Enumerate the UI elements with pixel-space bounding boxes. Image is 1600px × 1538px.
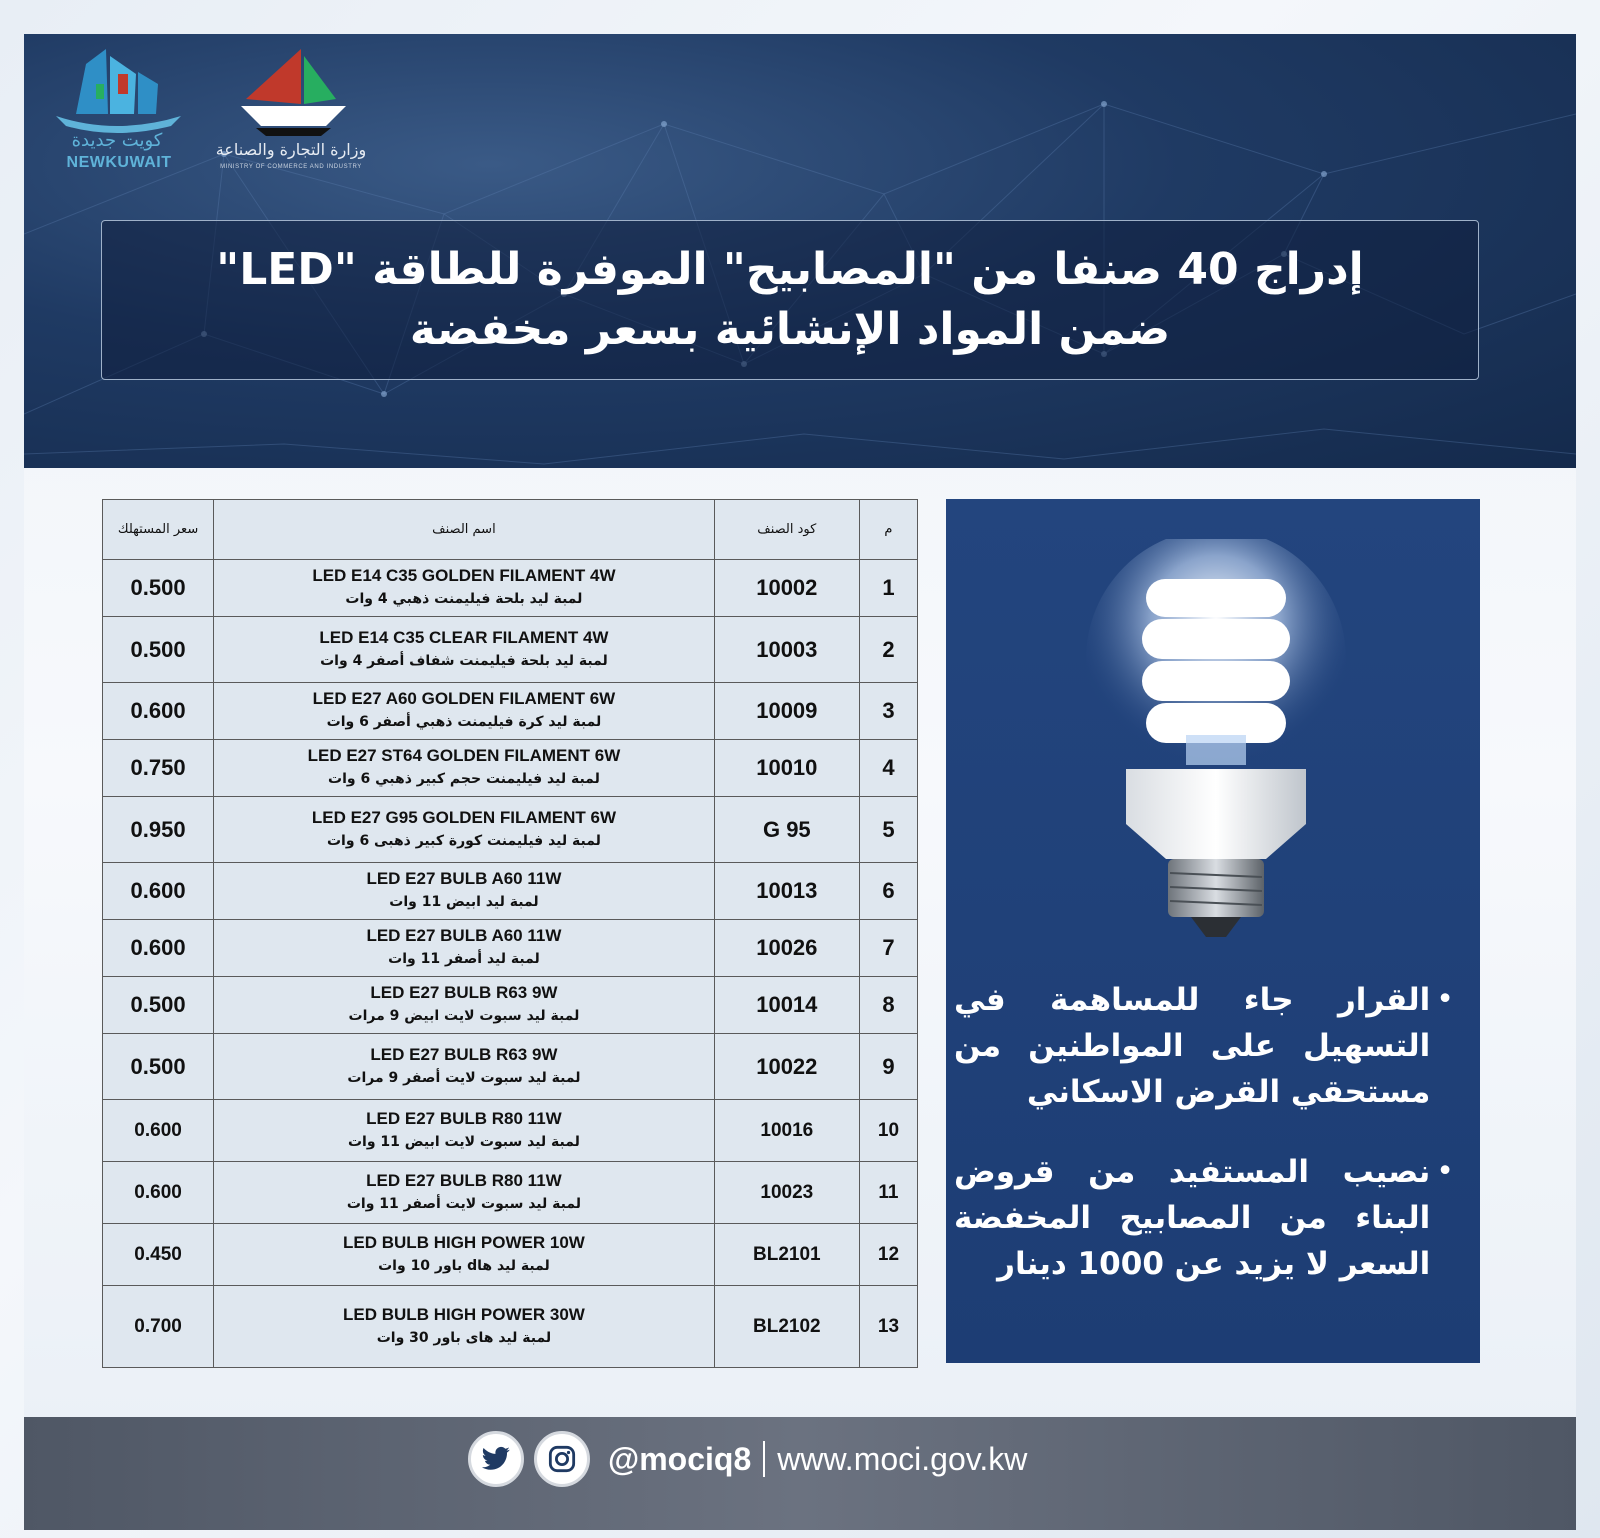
table-row bbox=[103, 1100, 918, 1162]
cell-num: 7 bbox=[859, 920, 917, 977]
cell-code: 10016 bbox=[714, 1100, 859, 1162]
dhow-sail-icon bbox=[46, 44, 186, 134]
item-name-arabic: لمبة ليد كرة فيليمنت ذهبي أصفر 6 وات bbox=[326, 714, 602, 730]
item-name-english: LED BULB HIGH POWER 30W bbox=[343, 1304, 585, 1324]
header-name: اسم الصنف bbox=[214, 500, 715, 560]
cell-num: 5 bbox=[859, 797, 917, 863]
cell-name bbox=[214, 977, 715, 1034]
item-name-arabic: لمبة ليد سبوت لايت ابيض 9 مرات bbox=[348, 1008, 580, 1024]
header-code: كود الصنف bbox=[714, 500, 859, 560]
item-name-english: LED E27 BULB A60 11W bbox=[366, 869, 562, 888]
cell-name bbox=[214, 617, 715, 683]
item-name-arabic: لمبة ليد سبوت لايت أصفر 11 وات bbox=[346, 1195, 581, 1212]
website-link[interactable]: www.moci.gov.kw bbox=[777, 1440, 1028, 1477]
ministry-english-text: MINISTRY OF COMMERCE AND INDUSTRY bbox=[220, 164, 362, 170]
item-name-english: LED E27 ST64 GOLDEN FILAMENT 6W bbox=[307, 746, 621, 765]
cell-name bbox=[214, 863, 715, 920]
cell-name bbox=[214, 560, 715, 617]
cell-name bbox=[214, 1286, 715, 1368]
item-name-arabic: لمبة ليد فيليمنت حجم كبير ذهبي 6 وات bbox=[328, 771, 600, 787]
cell-price: 0.700 bbox=[103, 1286, 214, 1368]
cell-num: 3 bbox=[859, 683, 917, 740]
ministry-arabic-text: وزارة التجارة والصناعة bbox=[215, 140, 367, 159]
headline-box bbox=[101, 220, 1479, 380]
item-name-english: LED E27 BULB R63 9W bbox=[370, 1044, 558, 1064]
cell-code: 10002 bbox=[714, 560, 859, 617]
header-price: سعر المستهلك bbox=[103, 500, 214, 560]
cell-code: 10013 bbox=[714, 863, 859, 920]
table-row bbox=[103, 863, 918, 920]
cell-num: 11 bbox=[859, 1162, 917, 1224]
cell-code: 10023 bbox=[714, 1162, 859, 1224]
cell-num: 1 bbox=[859, 560, 917, 617]
cell-price: 0.600 bbox=[103, 1100, 214, 1162]
cell-name bbox=[214, 797, 715, 863]
table-row bbox=[103, 1286, 918, 1368]
bullet-text-1: القرار جاء للمساهمة في التسهيل على المواطنين من مستحقي القرض الاسكاني bbox=[954, 982, 1431, 1110]
cell-num: 6 bbox=[859, 863, 917, 920]
table-row bbox=[103, 1224, 918, 1286]
headline-line-2: ضمن المواد الإنشائية بسعر مخفضة bbox=[409, 304, 1171, 355]
cell-price: 0.500 bbox=[103, 1034, 214, 1100]
cell-name bbox=[214, 1100, 715, 1162]
item-name-english: LED E27 BULB A60 11W bbox=[366, 926, 562, 945]
item-name-arabic: لمبة ليد ابيض 11 وات bbox=[389, 894, 539, 910]
cell-price: 0.600 bbox=[103, 920, 214, 977]
item-name-english: LED E14 C35 GOLDEN FILAMENT 4W bbox=[312, 566, 616, 585]
item-name-arabic: لمبة ليد هاى باور 30 وات bbox=[376, 1329, 552, 1346]
table-row bbox=[103, 920, 918, 977]
bullet-item bbox=[954, 1149, 1454, 1287]
cell-price: 0.750 bbox=[103, 740, 214, 797]
item-name-arabic: لمبة ليد بلحة فيليمنت ذهبي 4 وات bbox=[345, 591, 583, 607]
cell-num: 4 bbox=[859, 740, 917, 797]
cell-price: 0.600 bbox=[103, 683, 214, 740]
cell-price: 0.500 bbox=[103, 617, 214, 683]
item-name-arabic: لمبة ليد بلحة فيليمنت شفاف أصفر 4 وات bbox=[320, 652, 608, 669]
cell-price: 0.500 bbox=[103, 560, 214, 617]
cell-name bbox=[214, 683, 715, 740]
ministry-logo bbox=[206, 44, 376, 184]
cell-price: 0.500 bbox=[103, 977, 214, 1034]
item-name-arabic: لمبة ليد سبوت لايت أصفر 9 مرات bbox=[347, 1069, 581, 1086]
bullet-item bbox=[954, 977, 1454, 1115]
item-name-english: LED E27 A60 GOLDEN FILAMENT 6W bbox=[312, 689, 616, 708]
table-row bbox=[103, 617, 918, 683]
table-row bbox=[103, 1034, 918, 1100]
item-name-english: LED BULB HIGH POWER 10W bbox=[343, 1232, 585, 1252]
item-name-english: LED E27 BULB R80 11W bbox=[366, 1170, 562, 1190]
item-name-arabic: لمبة ليد فيليمنت كورة كبير ذهبى 6 وات bbox=[326, 832, 601, 849]
cell-num: 2 bbox=[859, 617, 917, 683]
logos-group bbox=[46, 44, 376, 184]
cell-num: 8 bbox=[859, 977, 917, 1034]
item-name-arabic: لمبة ليد هاd باور 10 وات bbox=[378, 1257, 550, 1274]
cell-code: 10009 bbox=[714, 683, 859, 740]
cell-num: 10 bbox=[859, 1100, 917, 1162]
price-table bbox=[102, 499, 918, 1368]
table-row bbox=[103, 740, 918, 797]
cell-num: 13 bbox=[859, 1286, 917, 1368]
table-body bbox=[103, 560, 918, 1368]
footer-bar bbox=[24, 1417, 1576, 1530]
cell-code: 10026 bbox=[714, 920, 859, 977]
cell-price: 0.450 bbox=[103, 1224, 214, 1286]
cell-name bbox=[214, 1162, 715, 1224]
table-row bbox=[103, 1162, 918, 1224]
newkuwait-english-text: NEWKUWAIT bbox=[66, 154, 172, 171]
cell-num: 9 bbox=[859, 1034, 917, 1100]
ministry-dhow-icon bbox=[206, 44, 376, 139]
bullets-list bbox=[954, 977, 1454, 1321]
header-banner bbox=[24, 34, 1576, 468]
cell-name bbox=[214, 740, 715, 797]
item-name-english: LED E27 BULB R63 9W bbox=[370, 983, 558, 1002]
bullet-dot-icon: • bbox=[1436, 1154, 1454, 1189]
cell-price: 0.600 bbox=[103, 863, 214, 920]
table-row bbox=[103, 977, 918, 1034]
item-name-english: LED E27 BULB R80 11W bbox=[366, 1108, 562, 1128]
cell-code: G 95 bbox=[714, 797, 859, 863]
info-panel bbox=[946, 499, 1480, 1363]
newkuwait-arabic-text: كويت جديدة bbox=[71, 130, 163, 151]
cell-code: 10014 bbox=[714, 977, 859, 1034]
cell-code: 10010 bbox=[714, 740, 859, 797]
item-name-english: LED E27 G95 GOLDEN FILAMENT 6W bbox=[311, 807, 616, 827]
cell-name bbox=[214, 920, 715, 977]
footer-social bbox=[468, 1429, 1027, 1489]
cell-num: 12 bbox=[859, 1224, 917, 1286]
energy-saving-bulb-icon bbox=[1086, 539, 1346, 939]
cell-name bbox=[214, 1224, 715, 1286]
header-num: م bbox=[859, 500, 917, 560]
newkuwait-logo bbox=[46, 44, 186, 184]
footer-divider bbox=[763, 1441, 765, 1477]
item-name-arabic: لمبة ليد أصفر 11 وات bbox=[388, 951, 540, 967]
item-name-english: LED E14 C35 CLEAR FILAMENT 4W bbox=[319, 627, 609, 647]
bullet-dot-icon: • bbox=[1436, 982, 1454, 1017]
headline-line-1: إدراج 40 صنفا من "المصابيح" الموفرة للطاقة "LED" bbox=[216, 244, 1364, 295]
twitter-icon[interactable] bbox=[468, 1431, 524, 1487]
table-row bbox=[103, 560, 918, 617]
social-handle[interactable]: @mociq8 bbox=[608, 1440, 752, 1477]
page-frame bbox=[24, 34, 1576, 1530]
cell-code: 10022 bbox=[714, 1034, 859, 1100]
item-name-arabic: لمبة ليد سبوت لايت ابيض 11 وات bbox=[347, 1133, 580, 1150]
cell-price: 0.600 bbox=[103, 1162, 214, 1224]
table-row bbox=[103, 683, 918, 740]
cell-price: 0.950 bbox=[103, 797, 214, 863]
bullet-text-2: نصيب المستفيد من قروض البناء من المصابيح المخفضة السعر لا يزيد عن 1000 دينار bbox=[954, 1154, 1431, 1282]
instagram-icon[interactable] bbox=[534, 1431, 590, 1487]
table-header-row bbox=[103, 500, 918, 560]
cell-code: BL2102 bbox=[714, 1286, 859, 1368]
cell-name bbox=[214, 1034, 715, 1100]
cell-code: BL2101 bbox=[714, 1224, 859, 1286]
cell-code: 10003 bbox=[714, 617, 859, 683]
table-row bbox=[103, 797, 918, 863]
